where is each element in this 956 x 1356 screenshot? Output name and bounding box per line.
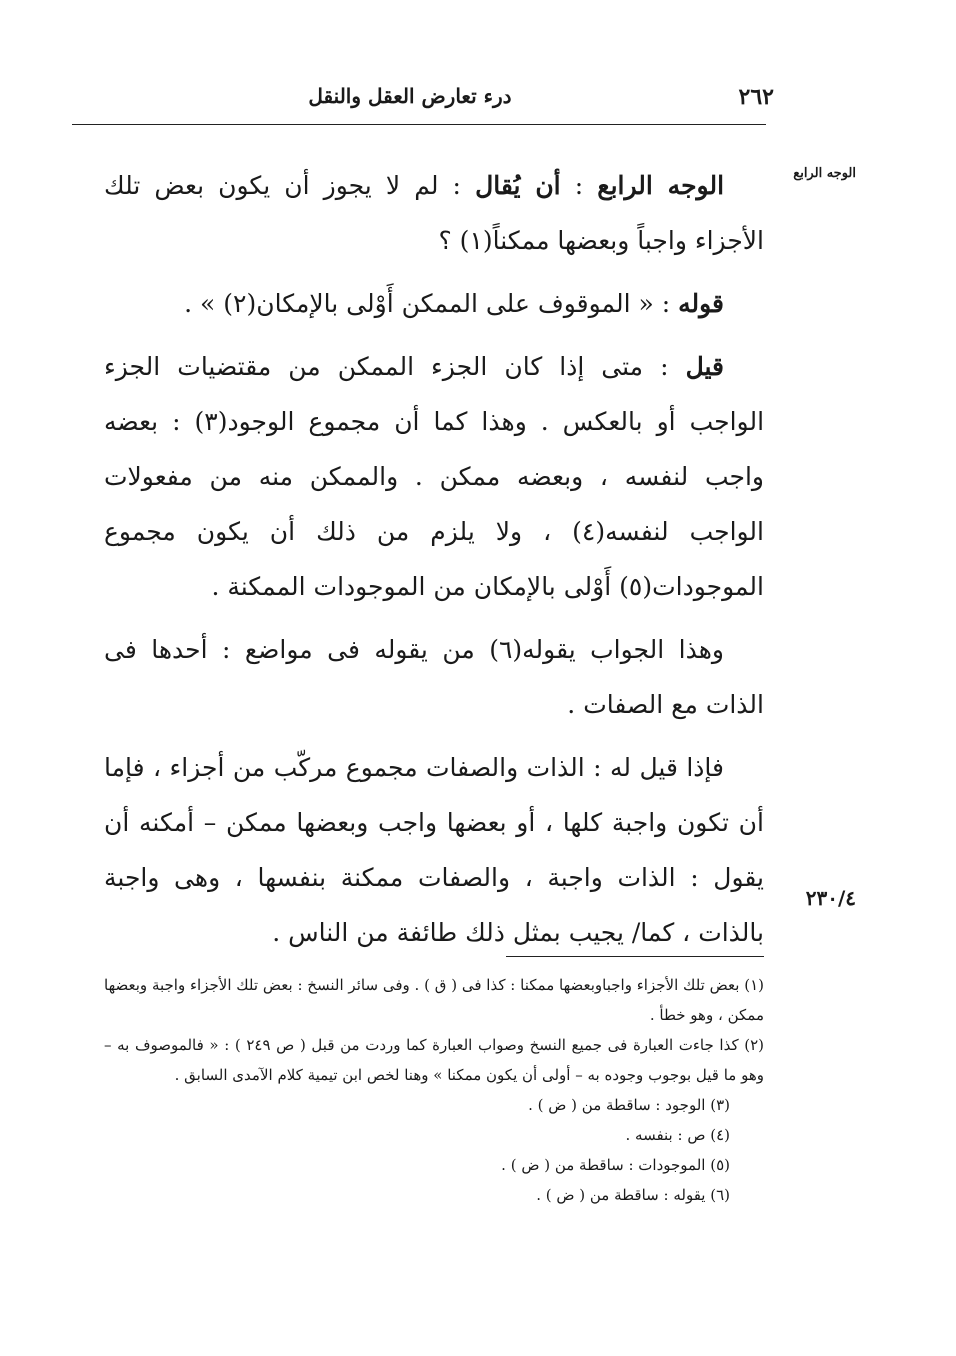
paragraph-2-lead: قوله (678, 289, 724, 318)
paragraph-1-bold: أن يُقال (475, 171, 561, 200)
footnote-1: (١) بعض تلك الأجزاء واجباوبعضها ممكنا : كذا فى ( ق ) . وفى سائر النسخ : بعض تلك الأجزاء واجبة وبعضها ممكن ، وهو خطأ . (104, 976, 764, 1024)
paragraph-5-text: فإذا قيل له : الذات والصفات مجموع مركّب من أجزاء ، فإما أن تكون واجبة كلها ، أو بعضها واجب وبعضها ممكن – أمكنه أن يقول : الذات واجبة ، والصفات ممكنة بنفسها ، وهى واجبة بالذات ، كما/ يجيب بمثل ذلك طائفة من الناس . (104, 753, 764, 947)
paragraph-1-text: : لم لا يجوز أن يكون بعض تلك الأجزاء واجباً وبعضها ممكناً(١) ؟ (104, 171, 764, 255)
margin-section-note: الوجه الرابع (793, 166, 856, 181)
running-title: درء تعارض العقل والنقل (308, 84, 512, 108)
main-text (104, 158, 764, 968)
page-number: ٢٦٢ (738, 84, 774, 110)
paragraph-4-text: وهذا الجواب يقوله(٦) من يقوله فى مواضع : أحدها فى الذات مع الصفات . (104, 635, 764, 719)
footnote-2: (٢) كذا جاءت العبارة فى جميع النسخ وصواب العبارة كما وردت من قبل ( ص ٢٤٩ ) : « فالموصوف به – وهو ما قيل بوجوب وجوده به – أولى أن يكون ممكنا » وهنا لخص ابن تيمية كلام الآمدى السابق . (104, 1036, 764, 1084)
paragraph-3-text: : متى إذا كان الجزء الممكن من مقتضيات الجزء الواجب أو بالعكس . وهذا كما أن مجموع الوجود(٣) : بعضه واجب لنفسه ، وبعضه ممكن . والممكن منه من مفعولات الواجب لنفسه(٤) ، ولا يلزم من ذلك أن يكون مجموع الموجودات(٥) أَوْلى بالإمكان من الموجودات الممكنة . (104, 352, 765, 601)
footnotes (104, 970, 764, 1210)
paragraph-2-text: : « الموقوف على الممكن أَوْلى بالإمكان(٢) » . (184, 289, 679, 318)
paragraph-3-lead: قيل (685, 352, 724, 381)
paragraph-2 (104, 276, 764, 331)
separator: : (560, 171, 584, 200)
footnote-5: (٥) الموجودات : ساقطة من ( ض ) . (501, 1156, 730, 1174)
footnote-4: (٤) ص : بنفسه . (625, 1126, 730, 1144)
paragraph-4 (104, 622, 764, 732)
section-heading: الوجه الرابع (597, 171, 725, 200)
paragraph-1 (104, 158, 764, 268)
paragraph-3 (104, 339, 764, 614)
paragraph-5 (104, 740, 764, 960)
margin-edition-page: ٢٣٠/٤ (805, 886, 856, 910)
footnote-6: (٦) يقوله : ساقطة من ( ض ) . (536, 1186, 730, 1204)
footnote-3: (٣) الوجود : ساقطة من ( ض ) . (528, 1096, 730, 1114)
footnote-rule (506, 956, 764, 957)
header-rule (72, 124, 766, 125)
